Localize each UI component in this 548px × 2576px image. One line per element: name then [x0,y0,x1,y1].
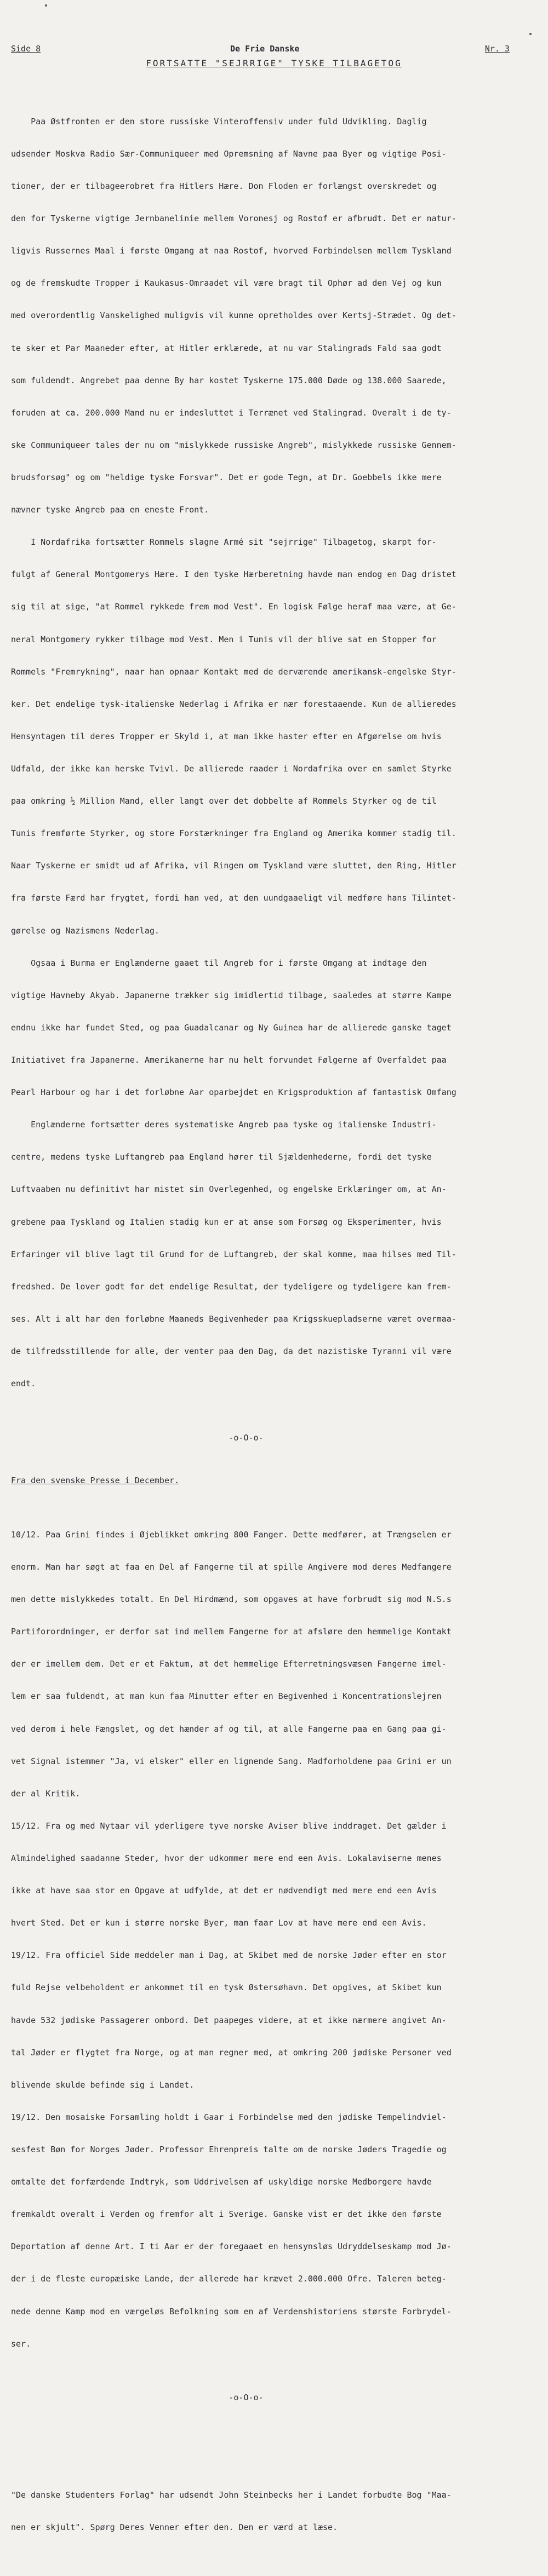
text-line: men dette mislykkedes totalt. En Del Hirdmænd, som opgaves at have forbrudt sig mod N.S.s [11,1594,452,1605]
text-line: tioner, der er tilbageerobret fra Hitlers Hære. Don Floden er forlængst overskredet og [11,181,437,192]
text-line: med overordentlig Vanskelighed muligvis vil kunne opretholdes over Kertsj-Strædet. Og det- [11,310,456,321]
page-number: Side 8 [11,44,41,54]
text-line: og de fremskudte Tropper i Kaukasus-Omraadet vil være bragt til Ophør ad den Vej og kun [11,278,442,289]
text-line: endt. [11,1379,36,1389]
issue-number: Nr. 3 [484,44,510,54]
text-line: fredshed. De lover godt for det endelige Resultat, der tydeligere og tydeligere kan frem- [11,1281,452,1292]
text-line: fremkaldt overalt i Verden og fremfor alt i Sverige. Ganske vist er det ikke den første [11,2209,442,2220]
text-line: Partiforordninger, er derfor sat ind mellem Fangerne for at afsløre den hemmelige Kontakt [11,1627,452,1637]
text-line: Deportation af denne Art. I ti Aar er der foregaaet en hensynsløs Udryddelseskamp mod Jø- [11,2241,452,2252]
text-line: 15/12. Fra og med Nytaar vil yderligere tyve norske Aviser blive inddraget. Det gælder i [11,1820,447,1831]
ink-speck [45,4,47,7]
text-line: ved derom i hele Fængslet, og det hænder af og til, at alle Fangerne paa en Gang paa gi- [11,1724,447,1734]
text-line: endnu ikke har fundet Sted, og paa Guadalcanar og Ny Guinea har de allierede ganske taget [11,1022,452,1033]
text-line: fuld Rejse velbeholdent er ankommet til en tysk Østersøhavn. Det opgives, at Skibet kun [11,1983,442,1993]
text-line: Luftvaaben nu definitivt har mistet sin Overlegenhed, og engelske Erklæringer om, at An- [11,1184,447,1195]
text-line: Paa Østfronten er den store russiske Vinteroffensiv under fuld Udvikling. Daglig [11,116,427,126]
section-heading: Fra den svenske Presse i December. [11,1476,180,1486]
text-line: havde 532 jødiske Passagerer ombord. Det paapeges videre, at et ikke nærmere angivet An- [11,2015,447,2025]
text-line: nen er skjult". Spørg Deres Venner efter den. Den er værd at læse. [11,2522,338,2532]
text-line: lem er saa fuldendt, at man kun faa Minutter efter en Begivenhed i Koncentrationslejren [11,1691,442,1702]
text-line: omtalte det forfærdende Indtryk, som Uddrivelsen af uskyldige norske Medborgere havde [11,2177,432,2187]
text-line: 19/12. Den mosaiske Forsamling holdt i Gaar i Forbindelse med den jødiske Tempelindviel- [11,2112,447,2122]
ink-speck [529,33,532,35]
newspaper-name: De Frie Danske [230,44,300,54]
text-line: vet Signal istemmer "Ja, vi elsker" eller en lignende Sang. Madforholdene paa Grini er un [11,1756,452,1766]
text-line: ker. Det endelige tysk-italienske Nederlag i Afrika er nær forestaaende. Kun de allieredes [11,699,456,709]
text-line: neral Montgomery rykker tilbage mod Vest. Men i Tunis vil der blive sat en Stopper for [11,634,437,644]
text-line: Initiativet fra Japanerne. Amerikanerne har nu helt forvundet Følgerne af Overfaldet paa [11,1054,447,1065]
document-body [11,73,526,2576]
text-line: fra første Færd har frygtet, fordi han ved, at den uundgaaeligt vil medføre hans Tilintet- [11,893,456,903]
text-line: Hensyntagen til deres Tropper er Skyld i, at man ikke haster efter en Afgørelse om hvis [11,731,442,741]
text-line: Tunis fremførte Styrker, og store Forstærkninger fra England og Amerika kommer stadig til. [11,828,456,839]
text-line: Almindelighed saadanne Steder, hvor der udkommer mere end een Avis. Lokalaviserne menes [11,1853,442,1864]
text-line: der er imellem dem. Det er et Faktum, at det hemmelige Efterretningsvæsen Fangerne imel- [11,1659,447,1669]
text-line: 10/12. Paa Grini findes i Øjeblikket omkring 800 Fanger. Dette medfører, at Trængselen er [11,1529,452,1540]
text-line: 19/12. Fra officiel Side meddeler man i Dag, at Skibet med de norske Jøder efter en stor [11,1950,447,1961]
text-line: gørelse og Nazismens Nederlag. [11,925,159,936]
text-line: Udfald, der ikke kan herske Tvivl. De allierede raader i Nordafrika over en samlet Styrke [11,764,452,774]
text-line: den for Tyskerne vigtige Jernbanelinie mellem Voronesj og Rostof er afbrudt. Det er natur- [11,214,456,224]
notice-text [11,2468,526,2555]
text-line: ses. Alt i alt har den forløbne Maaneds Begivenheder paa Krigsskuepladserne været overmaa- [11,1313,456,1324]
text-line: nede denne Kamp mod en værgeløs Befolkning som en af Verdenshistoriens største Forbrydel- [11,2306,452,2316]
text-line: der al Kritik. [11,1788,81,1799]
section-separator: -o-O-o- [229,1432,264,1443]
text-line: brudsforsøg" og om "heldige tyske Forsvar". Det er gode Tegn, at Dr. Goebbels ikke mere [11,472,442,483]
text-line: udsender Moskva Radio Sær-Communiqueer med Opremsning af Navne paa Byer og vigtige Posi- [11,148,447,159]
press-text [11,1508,526,2371]
text-line: centre, medens tyske Luftangreb paa England hører til Sjældenhederne, fordi det tyske [11,1152,432,1162]
text-line: enorm. Man har søgt at faa en Del af Fangerne til at spille Angivere mod deres Medfangere [11,1562,452,1572]
text-line: Englænderne fortsætter deres systematiske Angreb paa tyske og italienske Industri- [11,1120,437,1130]
text-line: der i de fleste europæiske Lande, der allerede har krævet 2.000.000 Ofre. Taleren beteg- [11,2274,447,2284]
article-title: FORTSATTE "SEJRRIGE" TYSKE TILBAGETOG [146,58,402,68]
text-line: blivende skulde befinde sig i Landet. [11,2079,195,2090]
text-line: I Nordafrika fortsætter Rommels slagne Armé sit "sejrrige" Tilbagetog, skarpt for- [11,537,437,548]
text-line: sesfest Bøn for Norges Jøder. Professor Ehrenpreis talte om de norske Jøders Tragedie og [11,2145,447,2154]
text-line: Naar Tyskerne er smidt ud af Afrika, vil Ringen om Tyskland være sluttet, den Ring, Hitler [11,861,456,871]
text-line: Pearl Harbour og har i det forløbne Aar oparbejdet en Krigsproduktion af fantastisk Omfang [11,1087,456,1098]
text-line: sig til at sige, "at Rommel rykkede frem mod Vest". En logisk Følge heraf maa være, at Ge- [11,602,456,612]
text-line: nævner tyske Angreb paa en eneste Front. [11,505,209,515]
text-line: Rommels "Fremrykning", naar han opnaar Kontakt med de derværende amerikansk-engelske Styr- [11,666,456,677]
text-line: ikke at have saa stor en Opgave at udfylde, at det er nødvendigt med mere end een Avis [11,1886,437,1896]
text-line: fulgt af General Montgomerys Hære. I den tyske Hærberetning havde man endog en Dag dristet [11,569,456,580]
text-line: te sker et Par Maaneder efter, at Hitler erklærede, at nu var Stalingrads Fald saa godt [11,343,442,353]
section-separator: -o-O-o- [229,2393,264,2403]
text-line: grebene paa Tyskland og Italien stadig kun er at anse som Forsøg og Eksperimenter, hvis [11,1217,442,1227]
text-line: Ogsaa i Burma er Englænderne gaaet til Angreb for i første Omgang at indtage den [11,958,427,968]
text-line: paa omkring ½ Million Mand, eller langt over det dobbelte af Rommels Styrker og de til [11,796,437,806]
page-header [11,44,510,58]
text-line: vigtige Havneby Akyab. Japanerne trækker sig imidlertid tilbage, saaledes at større Kampe [11,990,452,1000]
text-line: ligvis Russernes Maal i første Omgang at naa Rostof, hvorved Forbindelsen mellem Tyskland [11,246,452,256]
text-line: hvert Sted. Det er kun i større norske Byer, man faar Lov at have mere end een Avis. [11,1918,427,1928]
text-line: ser. [11,2338,31,2349]
text-line: ske Communiqueer tales der nu om "mislykkede russiske Angreb", mislykkede russiske Gennem- [11,440,456,450]
text-line: Erfaringer vil blive lagt til Grund for de Luftangreb, der skal komme, maa hilses med Til- [11,1249,456,1259]
text-line: tal Jøder er flygtet fra Norge, og at man regner med, at omkring 200 jødiske Personer ved [11,2047,452,2058]
text-line: som fuldendt. Angrebet paa denne By har kostet Tyskerne 175.000 Døde og 138.000 Saarede, [11,375,447,385]
text-line: foruden at ca. 200.000 Mand nu er indesluttet i Terrænet ved Stalingrad. Overalt i de ty- [11,407,452,418]
article-text [11,95,526,1411]
text-line: de tilfredsstillende for alle, der venter paa den Dag, da det nazistiske Tyranni vil være [11,1346,452,1356]
spacer [11,2425,526,2436]
text-line: "De danske Studenters Forlag" har udsendt John Steinbecks her i Landet forbudte Bog "Maa- [11,2489,452,2500]
